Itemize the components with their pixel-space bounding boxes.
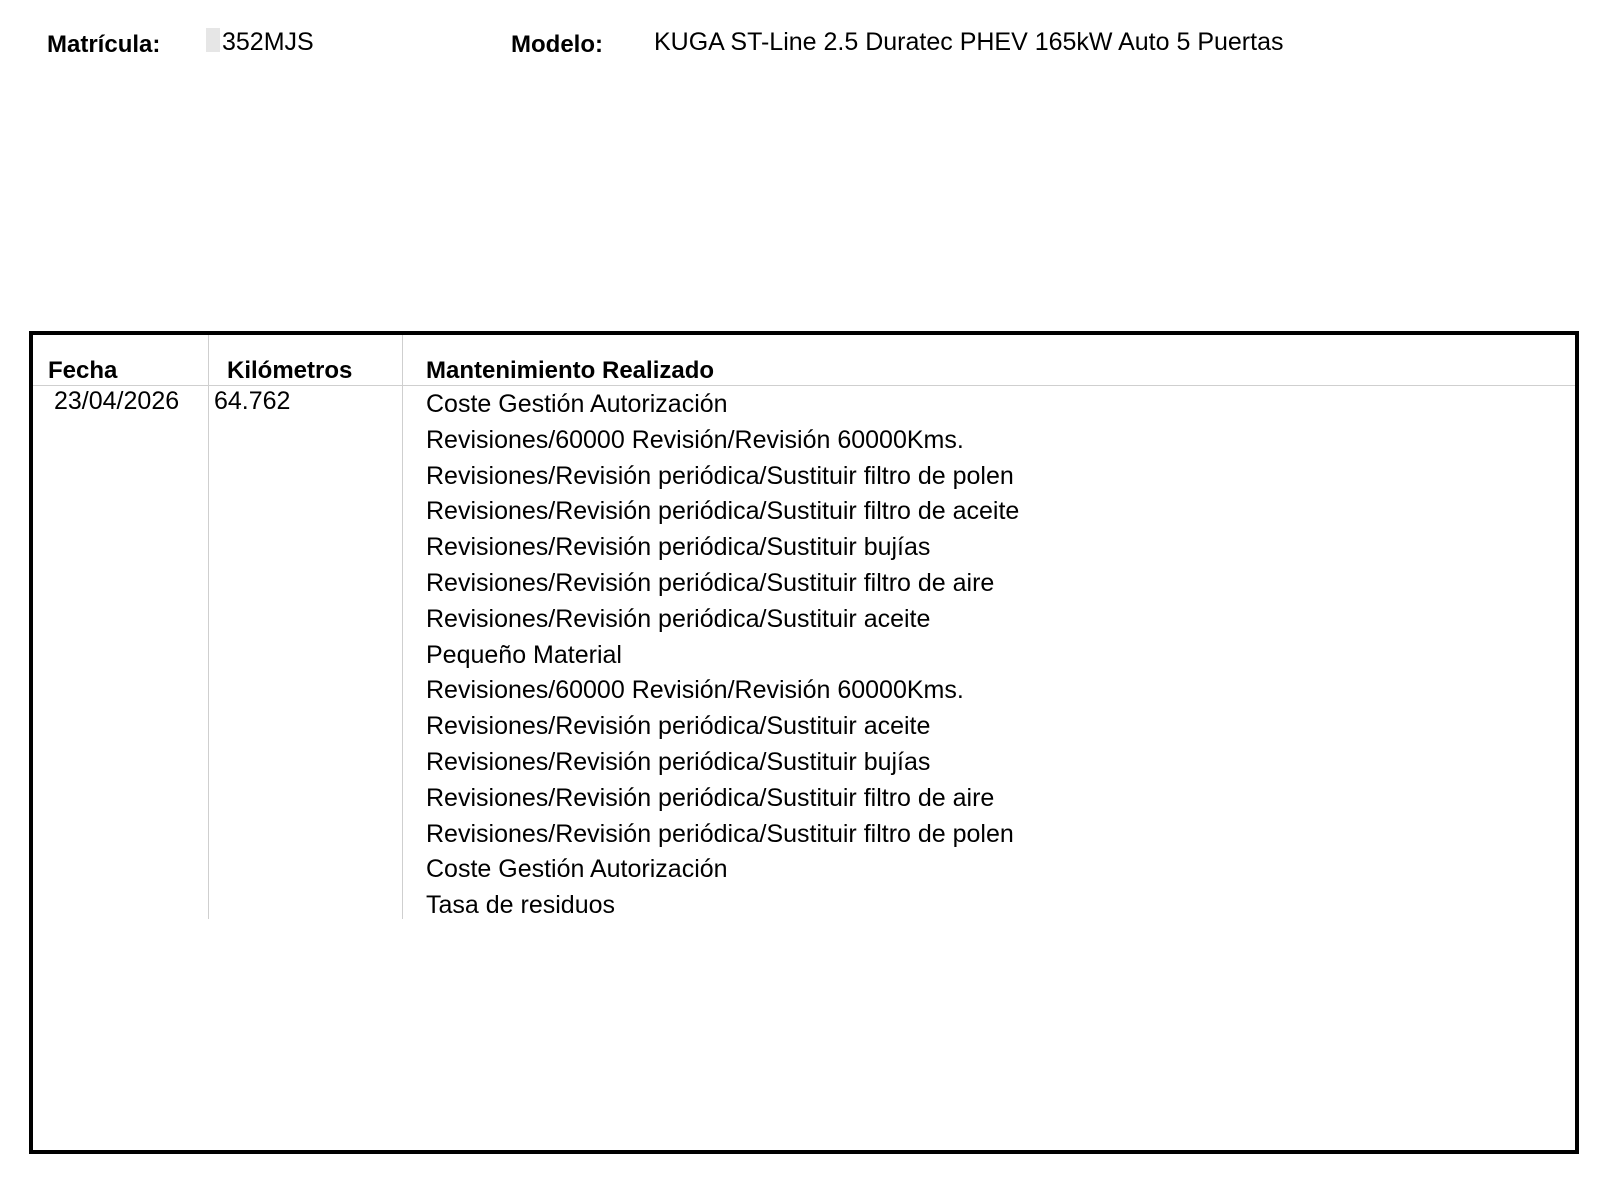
maintenance-item: Coste Gestión Autorización <box>426 855 728 884</box>
maintenance-item: Revisiones/Revisión periódica/Sustituir filtro de polen <box>426 819 1014 848</box>
plate-label: Matrícula: <box>47 31 161 58</box>
maintenance-item: Revisiones/Revisión periódica/Sustituir filtro de aire <box>426 568 995 597</box>
maintenance-item: Revisiones/Revisión periódica/Sustituir filtro de aire <box>426 783 995 812</box>
maintenance-item: Tasa de residuos <box>426 891 616 920</box>
model-label: Modelo: <box>511 31 603 58</box>
column-divider-km <box>402 335 403 919</box>
maintenance-item: Revisiones/Revisión periódica/Sustituir filtro de aceite <box>426 497 1020 526</box>
column-header-date: Fecha <box>48 357 118 384</box>
record-km: 64.762 <box>214 387 291 415</box>
maintenance-item: Coste Gestión Autorización <box>426 390 728 418</box>
maintenance-item: Revisiones/Revisión periódica/Sustituir bujías <box>426 747 931 776</box>
model-value: KUGA ST-Line 2.5 Duratec PHEV 165kW Auto 5 Puertas <box>654 28 1284 56</box>
plate-redaction-mark <box>206 28 220 52</box>
maintenance-item: Revisiones/Revisión periódica/Sustituir filtro de polen <box>426 461 1014 490</box>
plate-value-container <box>206 28 314 56</box>
column-divider-date <box>208 335 209 919</box>
maintenance-item: Revisiones/60000 Revisión/Revisión 60000Kms. <box>426 676 964 705</box>
maintenance-item: Revisiones/Revisión periódica/Sustituir bujías <box>426 533 931 562</box>
maintenance-items-list <box>426 387 1019 924</box>
maintenance-item: Revisiones/Revisión periódica/Sustituir aceite <box>426 604 931 633</box>
maintenance-item: Revisiones/60000 Revisión/Revisión 60000Kms. <box>426 425 964 454</box>
column-header-km: Kilómetros <box>227 357 353 384</box>
plate-value: 352MJS <box>222 28 314 56</box>
maintenance-record-table <box>29 331 1579 1154</box>
record-date: 23/04/2026 <box>54 387 180 415</box>
maintenance-item: Pequeño Material <box>426 640 622 669</box>
column-header-maintenance: Mantenimiento Realizado <box>426 357 715 384</box>
maintenance-item: Revisiones/Revisión periódica/Sustituir aceite <box>426 712 931 741</box>
